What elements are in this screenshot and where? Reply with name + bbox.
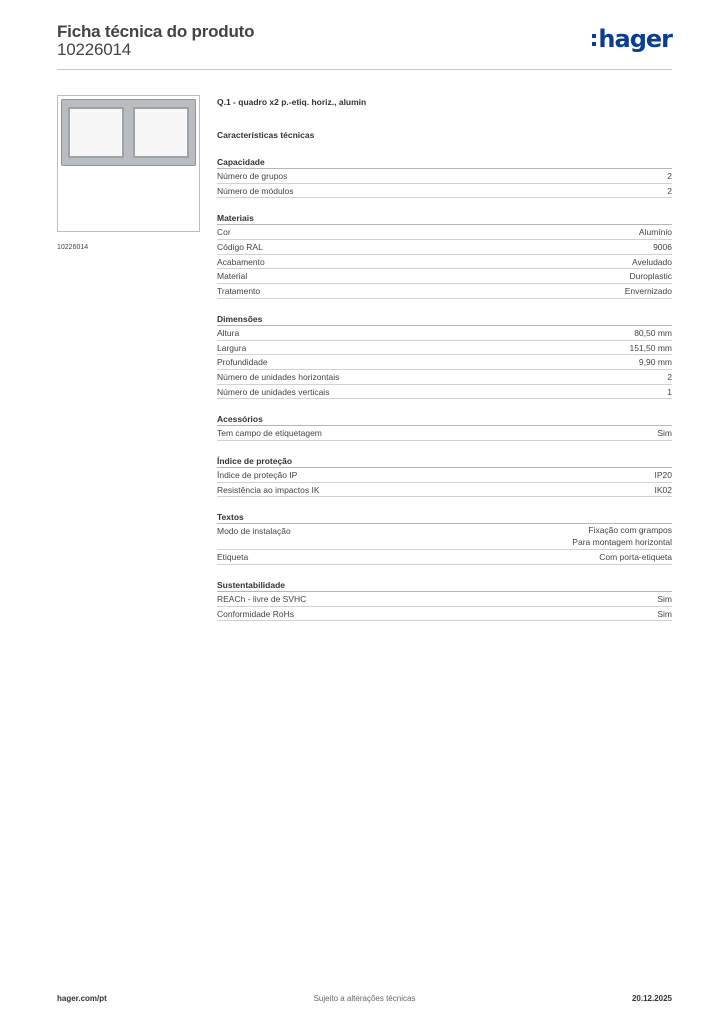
footer-website-link[interactable]: hager.com/pt — [57, 994, 107, 1003]
spec-row — [217, 550, 672, 565]
section-title: Dimensões — [217, 313, 672, 326]
specs-heading: Características técnicas — [217, 130, 315, 140]
footer-disclaimer: Sujeito a alterações técnicas — [313, 994, 416, 1003]
spec-label: Número de módulos — [217, 185, 294, 196]
spec-row — [217, 468, 672, 483]
spec-label: Cor — [217, 227, 231, 238]
product-image — [57, 95, 200, 232]
spec-row — [217, 169, 672, 184]
spec-value: 80,50 mm — [634, 327, 672, 338]
section-indice-protecao — [217, 455, 672, 497]
spec-label: Número de grupos — [217, 171, 288, 181]
spec-label: Acabamento — [217, 256, 265, 267]
frame-opening-left — [68, 107, 124, 158]
spec-value: Aveludado — [631, 256, 672, 267]
spec-row — [217, 240, 672, 255]
spec-value: 2 — [667, 171, 672, 181]
spec-value — [572, 524, 672, 548]
spec-value: Envernizado — [624, 286, 672, 297]
spec-row — [217, 426, 672, 441]
spec-value-line: Fixação com grampos — [588, 525, 672, 536]
spec-row — [217, 370, 672, 385]
section-title: Sustentabilidade — [217, 579, 672, 592]
spec-value: 1 — [667, 386, 672, 397]
spec-row — [217, 607, 672, 622]
section-title: Textos — [217, 511, 672, 524]
image-caption: 10226014 — [57, 244, 89, 251]
frame-opening-right — [133, 107, 189, 158]
spec-value: 9,90 mm — [638, 357, 672, 368]
hager-logo — [592, 24, 672, 54]
spec-row — [217, 255, 672, 270]
section-acessorios — [217, 413, 672, 441]
logo-wordmark: hager — [598, 25, 672, 53]
spec-value: IK02 — [654, 484, 672, 495]
spec-label: Tratamento — [217, 286, 261, 297]
section-materiais — [217, 212, 672, 298]
spec-label: Largura — [217, 342, 247, 353]
spec-row — [217, 355, 672, 370]
section-capacidade — [217, 156, 672, 198]
spec-label: Altura — [217, 327, 240, 338]
spec-value-line: Para montagem horizontal — [572, 537, 672, 548]
spec-label: Material — [217, 271, 248, 282]
spec-value: Sim — [657, 428, 672, 439]
product-name: Q.1 - quadro x2 p.-etiq. horiz., alumin — [217, 97, 367, 107]
section-title: Capacidade — [217, 156, 672, 169]
logo-dots-icon — [592, 34, 596, 46]
product-reference: 10226014 — [57, 40, 132, 59]
spec-content — [217, 96, 672, 621]
section-title: Materiais — [217, 212, 672, 225]
spec-label: Número de unidades verticais — [217, 386, 330, 397]
spec-value: Alumínio — [638, 227, 672, 238]
spec-value: Sim — [657, 608, 672, 619]
spec-value: Duroplastic — [629, 271, 672, 282]
spec-value: Com porta-etiqueta — [599, 552, 672, 563]
spec-label: Etiqueta — [217, 552, 249, 563]
footer-date: 20.12.2025 — [631, 994, 672, 1003]
section-title: Acessórios — [217, 413, 672, 426]
spec-label: Índice de proteção IP — [217, 469, 298, 480]
page-title: Ficha técnica do produto — [57, 22, 255, 41]
section-textos — [217, 511, 672, 565]
spec-label: Profundidade — [217, 357, 268, 368]
section-dimensoes — [217, 313, 672, 399]
spec-row — [217, 326, 672, 341]
spec-label: Modo de instalação — [217, 526, 291, 537]
spec-value: 9006 — [653, 242, 672, 253]
spec-value: IP20 — [654, 469, 672, 480]
spec-label: Resistência ao impactos IK — [217, 484, 320, 495]
spec-row — [217, 483, 672, 498]
spec-row — [217, 269, 672, 284]
spec-row — [217, 524, 672, 550]
spec-row — [217, 592, 672, 607]
double-frame-icon — [61, 99, 196, 166]
spec-label: Conformidade RoHs — [217, 608, 295, 619]
page-header — [57, 20, 672, 70]
spec-row — [217, 284, 672, 299]
spec-value: 151,50 mm — [629, 342, 672, 353]
section-sustentabilidade — [217, 579, 672, 621]
spec-row — [217, 385, 672, 400]
spec-label: Número de unidades horizontais — [217, 371, 340, 382]
spec-label: Código RAL — [217, 242, 263, 253]
page-footer — [57, 994, 672, 1008]
spec-row — [217, 184, 672, 199]
spec-row — [217, 225, 672, 240]
spec-row — [217, 341, 672, 356]
spec-value: 2 — [667, 185, 672, 196]
spec-value: Sim — [657, 594, 672, 604]
spec-value: 2 — [667, 371, 672, 382]
section-title: Índice de proteção — [217, 455, 672, 468]
spec-label: Tem campo de etiquetagem — [217, 428, 322, 439]
spec-label: REACh - livre de SVHC — [217, 594, 307, 604]
